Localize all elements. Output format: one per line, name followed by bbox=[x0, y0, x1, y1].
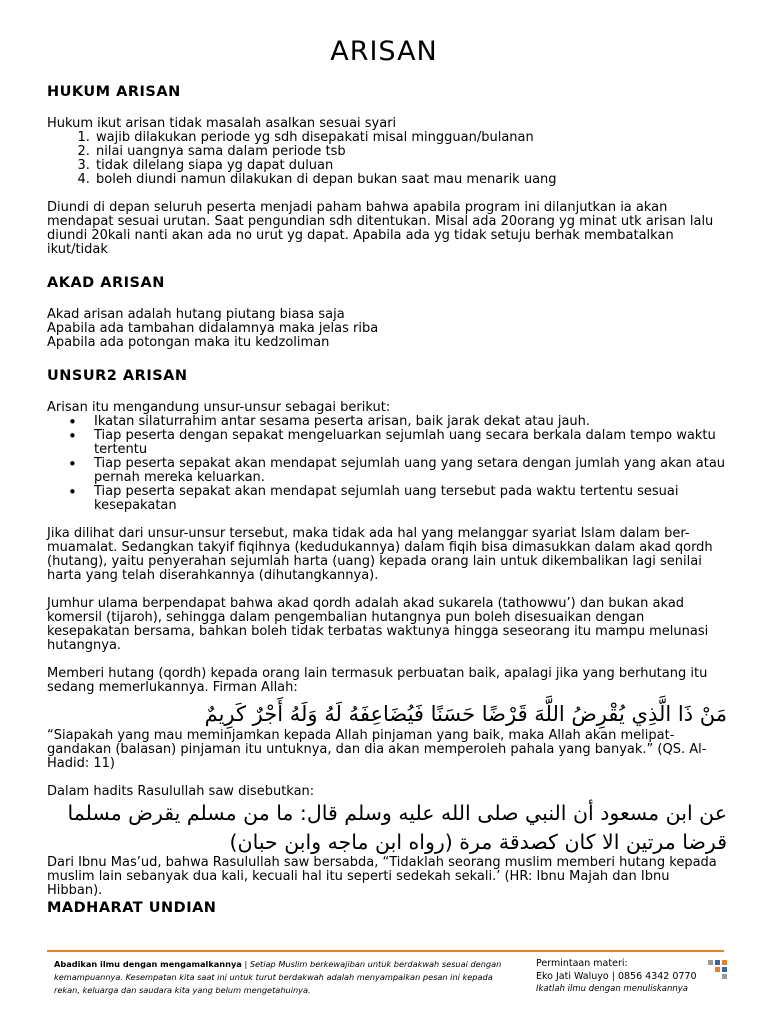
list-item: • Tiap peserta dengan sepakat mengeluarkan sejumlah uang secara berkala dalam tempo waktu tertentu bbox=[94, 429, 727, 457]
list-item: 4. boleh diundi namun dilakukan di depan bukan saat mau menarik uang bbox=[94, 173, 727, 187]
section-heading-madharat: MADHARAT UNDIAN bbox=[47, 900, 217, 916]
akad-line: Apabila ada potongan maka itu kedzoliman bbox=[47, 335, 330, 350]
unsur-paragraph-3: Memberi hutang (qordh) kepada orang lain termasuk perbuatan baik, apalagi jika yang berhutang itu sedang memerlukannya. Firman Allah: bbox=[47, 666, 708, 695]
quran-verse-arabic: مَنْ ذَا الَّذِي يُقْرِضُ اللَّهَ قَرْضًا حَسَنًا فَيُضَاعِفَهُ لَهُ وَلَهُ أَجْرٌ كَرِيمٌ bbox=[204, 702, 727, 726]
footer-contact bbox=[536, 957, 726, 996]
unsur-intro: Arisan itu mengandung unsur-unsur sebagai berikut: bbox=[47, 400, 391, 415]
hukum-paragraph: Diundi di depan seluruh peserta menjadi paham bahwa apabila program ini dilanjutkan ia akan mendapat sesuai urutan. Saat pengundian sdh ditentukan. Misal ada 20orang yg minat utk arisan lalu diundi 20kali nanti akan ada no urut yg dapat. Apabila ada yg tidak setuju berhak membatalkan ikut/tidak bbox=[47, 200, 714, 257]
footer-tagline: Ikatlah ilmu dengan menuliskannya bbox=[536, 984, 689, 994]
contact-info: Eko Jati Waluyo | 0856 4342 0770 bbox=[536, 971, 697, 982]
hadith-translation: Dari Ibnu Mas’ud, bahwa Rasulullah saw bersabda, “Tidaklah seorang muslim memberi hutang kepada muslim lain sebanyak dua kali, kecuali hal itu seperti sedekah sekali.’ (HR: Ibnu Majah dan Ibnu Hibban). bbox=[47, 855, 717, 898]
footer-message-text: Setiap Muslim berkewajiban untuk berdakwah sesuai dengan kemampuannya. Kesempatan kita saat ini untuk turut berdakwah adalah menyampaikan pesan ini kepada rekan, keluarga dan saudara kita yang belum mengetahuinya. bbox=[54, 959, 502, 995]
unsur-paragraph-2: Jumhur ulama berpendapat bahwa akad qordh adalah akad sukarela (tathowwu’) dan bukan akad komersil (tijaroh), sehingga dalam pengembalian hutangnya pun boleh disesuaikan dengan kesepakatan bersama, bahkan boleh tidak terbatas waktunya hingga seseorang itu mampu melunasi hutangnya. bbox=[47, 596, 709, 653]
section-heading-unsur: UNSUR2 ARISAN bbox=[47, 368, 188, 384]
section-heading-hukum: HUKUM ARISAN bbox=[47, 84, 181, 100]
logo-squares-icon bbox=[708, 960, 728, 982]
page-title: ARISAN bbox=[330, 36, 438, 67]
list-item: 2. nilai uangnya sama dalam periode tsb bbox=[94, 145, 727, 159]
footer-message bbox=[54, 958, 514, 996]
akad-line: Apabila ada tambahan didalamnya maka jelas riba bbox=[47, 321, 379, 336]
footer-motto: Abadikan ilmu dengan mengamalkannya bbox=[54, 959, 242, 969]
list-item: 1. wajib dilakukan periode yg sdh disepakati misal mingguan/bulanan bbox=[94, 131, 727, 145]
unsur-list bbox=[47, 415, 727, 513]
section-heading-akad: AKAD ARISAN bbox=[47, 275, 165, 291]
akad-line: Akad arisan adalah hutang piutang biasa saja bbox=[47, 307, 345, 322]
hadith-arabic: عن ابن مسعود أن النبي صلى الله عليه وسلم قال: ما من مسلم يقرض مسلما قرضا مرتين الا كان كصدقة مرة (رواه ابن ماجه وابن حبان) bbox=[67, 801, 727, 854]
list-item: • Tiap peserta sepakat akan mendapat sejumlah uang yang setara dengan jumlah yang akan atau pernah mereka keluarkan. bbox=[94, 457, 727, 485]
footer-rule bbox=[47, 950, 724, 952]
document-body bbox=[47, 84, 727, 933]
request-label: Permintaan materi: bbox=[536, 958, 628, 969]
list-item: 3. tidak dilelang siapa yg dapat duluan bbox=[94, 159, 727, 173]
list-item: • Tiap peserta sepakat akan mendapat sejumlah uang tersebut pada waktu tertentu sesuai kesepakatan bbox=[94, 485, 727, 513]
hukum-list bbox=[47, 131, 727, 187]
hukum-intro: Hukum ikut arisan tidak masalah asalkan sesuai syari bbox=[47, 116, 397, 131]
quran-verse-translation: “Siapakah yang mau meminjamkan kepada Allah pinjaman yang baik, maka Allah akan melipat-gandakan (balasan) pinjaman itu untuknya, dan dia akan memperoleh pahala yang banyak.” (QS. Al-Hadid: 11) bbox=[47, 728, 707, 771]
list-item: • Ikatan silaturrahim antar sesama peserta arisan, baik jarak dekat atau jauh. bbox=[94, 415, 727, 429]
hadith-intro: Dalam hadits Rasulullah saw disebutkan: bbox=[47, 784, 315, 799]
footer-separator: | bbox=[244, 959, 248, 969]
unsur-paragraph-1: Jika dilihat dari unsur-unsur tersebut, maka tidak ada hal yang melanggar syariat Islam dalam ber-muamalat. Sedangkan takyif fiqihnya (kedudukannya) dalam fiqih bisa dimasukkan dalam akad qordh (hutang), yaitu penyerahan sejumlah harta (uang) kepada orang lain untuk dikembalikan lagi senilai harta yang telah diserahkannya (dihutangkannya). bbox=[47, 526, 713, 583]
